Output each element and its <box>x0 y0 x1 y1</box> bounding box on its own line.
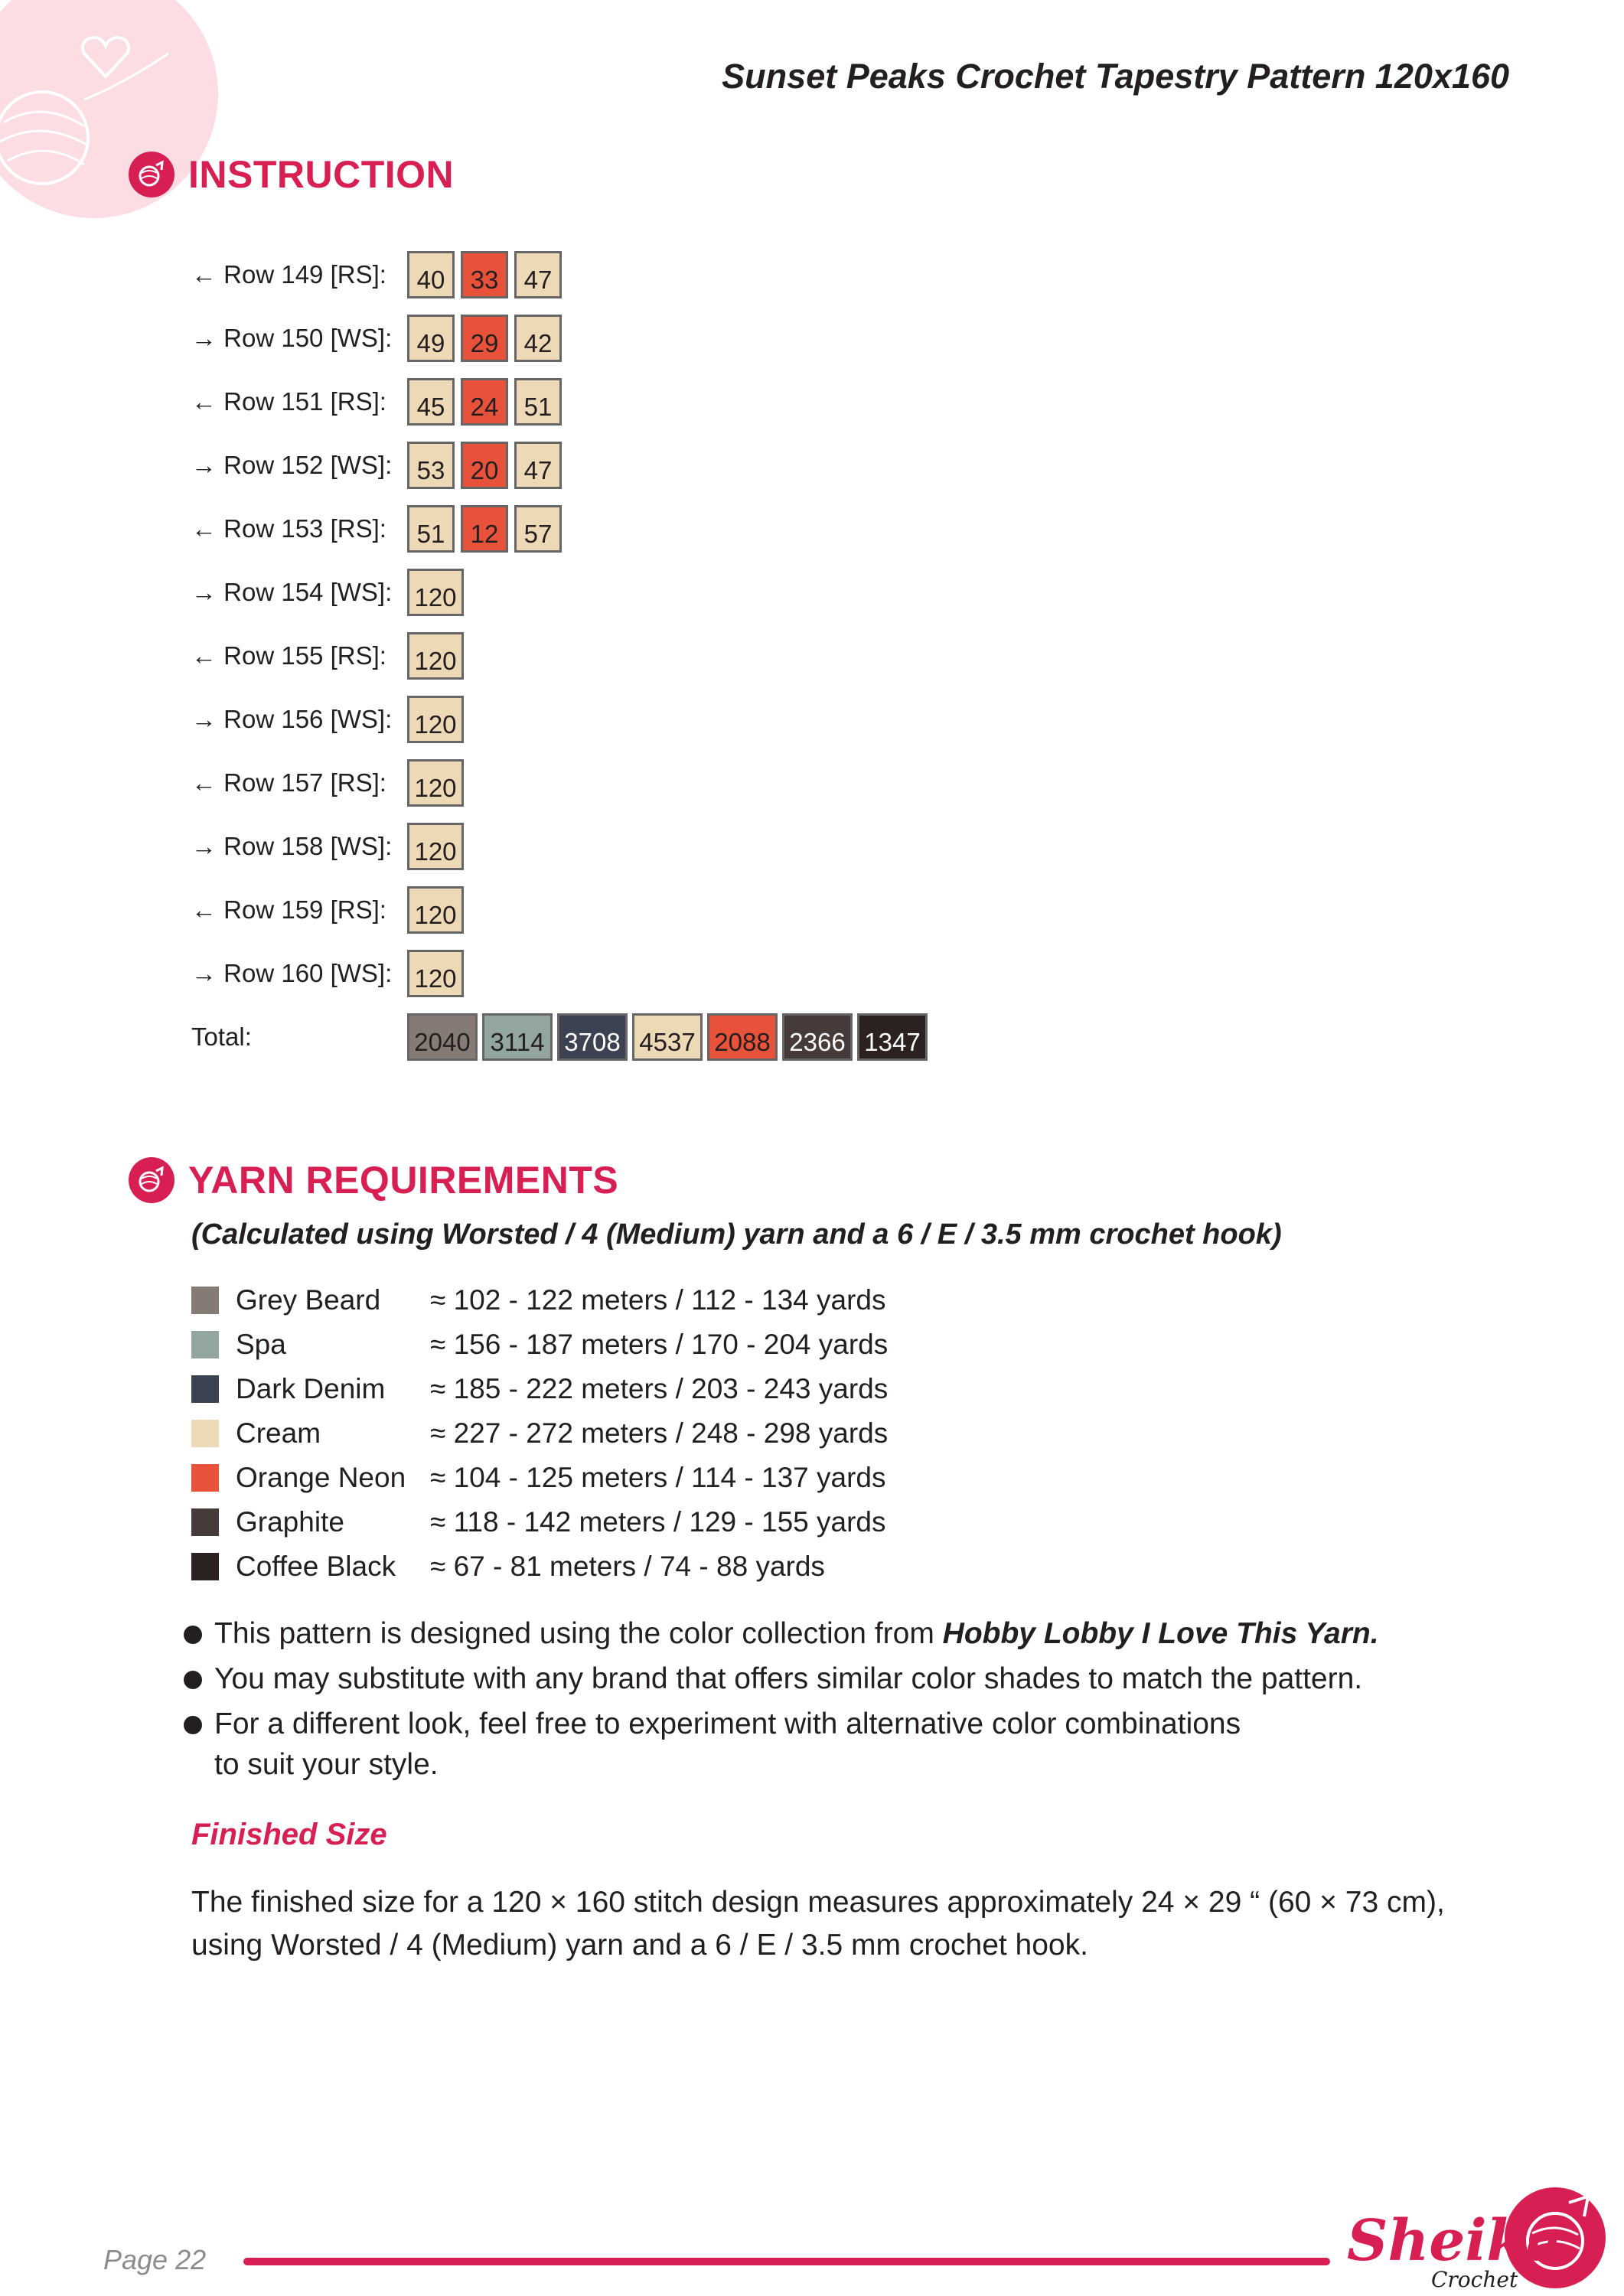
color-swatch <box>191 1287 219 1314</box>
stitch-count-cell: 3114 <box>482 1013 553 1061</box>
note-item <box>184 1613 1561 1654</box>
stitch-count-cell: 120 <box>407 950 464 997</box>
svg-text:Crochet: Crochet <box>1431 2267 1518 2292</box>
stitch-count-cell: 29 <box>461 315 508 362</box>
row-label: → Row 154 [WS]: <box>191 577 393 606</box>
row-label: ← Row 153 [RS]: <box>191 514 386 543</box>
row-label: → Row 152 [WS]: <box>191 450 393 479</box>
page-number: Page 22 <box>103 2244 207 2275</box>
footer-divider <box>243 2258 1330 2265</box>
bullet-icon <box>184 1716 202 1734</box>
pattern-row <box>191 814 932 878</box>
yarn-item <box>191 1367 888 1411</box>
yarn-item <box>191 1322 888 1367</box>
note-text: You may substitute with any brand that offers similar color shades to match the pattern. <box>214 1662 1363 1695</box>
yarn-list <box>191 1278 888 1589</box>
yarn-name: Spa <box>236 1329 286 1360</box>
stitch-count-cell: 2040 <box>407 1013 478 1061</box>
stitch-count-cell: 120 <box>407 632 464 680</box>
stitch-count-cell: 120 <box>407 886 464 934</box>
pattern-row <box>191 878 932 941</box>
finished-size-text: The finished size for a 120 × 160 stitch design measures approximately 24 × 29 “ (60 × 73 cm), using Worsted / 4 (Medium) yarn and a 6 / E / 3.5 mm crochet hook. <box>191 1886 1445 1962</box>
color-swatch <box>191 1508 219 1536</box>
yarn-name: Graphite <box>236 1506 344 1538</box>
document-title: Sunset Peaks Crochet Tapestry Pattern 120x160 <box>722 57 1509 96</box>
stitch-cells <box>407 632 470 680</box>
yarn-heading-text: YARN REQUIREMENTS <box>188 1159 619 1202</box>
stitch-count-cell: 57 <box>514 505 562 553</box>
stitch-count-cell: 45 <box>407 378 455 426</box>
svg-text:Sheika: Sheika <box>1347 2208 1563 2274</box>
yarn-name: Grey Beard <box>236 1284 381 1316</box>
yarn-subtitle: (Calculated using Worsted / 4 (Medium) yarn and a 6 / E / 3.5 mm crochet hook) <box>191 1218 1282 1251</box>
stitch-count-cell: 47 <box>514 442 562 489</box>
finished-size-title: Finished Size <box>191 1818 387 1851</box>
stitch-count-cell: 53 <box>407 442 455 489</box>
note-text: to suit your style. <box>214 1748 439 1781</box>
yarn-heading <box>129 1157 618 1203</box>
row-label: ← Row 151 [RS]: <box>191 386 386 416</box>
total-label: Total: <box>191 1022 252 1051</box>
stitch-cells <box>407 442 568 489</box>
sheika-crochet-logo <box>1339 2180 1607 2294</box>
pattern-row <box>191 560 932 624</box>
bullet-icon <box>184 1671 202 1689</box>
stitch-count-cell: 120 <box>407 696 464 743</box>
yarn-ball-icon <box>129 1157 174 1203</box>
row-label: ← Row 159 [RS]: <box>191 895 386 924</box>
stitch-cells <box>407 823 470 870</box>
row-label: ← Row 149 [RS]: <box>191 259 386 289</box>
stitch-count-cell: 12 <box>461 505 508 553</box>
pattern-row <box>191 624 932 687</box>
stitch-count-cell: 1347 <box>857 1013 928 1061</box>
yarn-amount: ≈ 102 - 122 meters / 112 - 134 yards <box>430 1284 886 1316</box>
stitch-count-cell: 3708 <box>557 1013 628 1061</box>
pattern-row <box>191 370 932 433</box>
row-label: → Row 150 [WS]: <box>191 323 393 352</box>
stitch-count-cell: 120 <box>407 759 464 807</box>
yarn-item <box>191 1278 888 1322</box>
stitch-cells <box>407 505 568 553</box>
yarn-name: Cream <box>236 1417 321 1449</box>
color-swatch <box>191 1464 219 1492</box>
notes-list <box>184 1613 1561 1789</box>
yarn-amount: ≈ 156 - 187 meters / 170 - 204 yards <box>430 1329 889 1360</box>
color-swatch <box>191 1331 219 1358</box>
yarn-name: Coffee Black <box>236 1551 396 1582</box>
total-row <box>191 1005 932 1068</box>
color-swatch <box>191 1420 219 1447</box>
stitch-count-cell: 51 <box>407 505 455 553</box>
yarn-item <box>191 1411 888 1456</box>
row-label: ← Row 155 [RS]: <box>191 641 386 670</box>
color-swatch <box>191 1553 219 1580</box>
row-label: → Row 160 [WS]: <box>191 958 393 987</box>
stitch-count-cell: 33 <box>461 251 508 298</box>
instruction-heading <box>129 152 454 197</box>
row-instruction-list <box>191 243 932 1068</box>
yarn-item <box>191 1456 888 1500</box>
yarn-ball-icon <box>129 152 174 197</box>
stitch-count-cell: 2088 <box>707 1013 778 1061</box>
bullet-icon <box>184 1626 202 1644</box>
pattern-row <box>191 497 932 560</box>
brand-name: Hobby Lobby I Love This Yarn. <box>942 1617 1379 1650</box>
row-label: ← Row 157 [RS]: <box>191 768 386 797</box>
note-item <box>184 1658 1561 1699</box>
stitch-count-cell: 2366 <box>782 1013 853 1061</box>
note-text: For a different look, feel free to experiment with alternative color combinations <box>214 1707 1241 1740</box>
yarn-amount: ≈ 118 - 142 meters / 129 - 155 yards <box>430 1506 886 1538</box>
stitch-cells <box>407 950 470 997</box>
stitch-cells <box>407 696 470 743</box>
yarn-amount: ≈ 185 - 222 meters / 203 - 243 yards <box>430 1373 889 1404</box>
pattern-row <box>191 687 932 751</box>
yarn-item <box>191 1544 888 1589</box>
pattern-row <box>191 941 932 1005</box>
stitch-cells <box>407 1013 932 1061</box>
stitch-count-cell: 24 <box>461 378 508 426</box>
stitch-count-cell: 42 <box>514 315 562 362</box>
stitch-cells <box>407 315 568 362</box>
row-label: → Row 158 [WS]: <box>191 831 393 860</box>
stitch-count-cell: 120 <box>407 823 464 870</box>
yarn-amount: ≈ 227 - 272 meters / 248 - 298 yards <box>430 1417 889 1449</box>
stitch-count-cell: 4537 <box>632 1013 703 1061</box>
yarn-amount: ≈ 67 - 81 meters / 74 - 88 yards <box>430 1551 825 1582</box>
pattern-row <box>191 751 932 814</box>
note-item <box>184 1704 1561 1785</box>
yarn-name: Dark Denim <box>236 1373 386 1404</box>
stitch-cells <box>407 251 568 298</box>
note-text: This pattern is designed using the color collection from <box>214 1617 943 1650</box>
yarn-amount: ≈ 104 - 125 meters / 114 - 137 yards <box>430 1462 886 1493</box>
stitch-count-cell: 20 <box>461 442 508 489</box>
stitch-count-cell: 47 <box>514 251 562 298</box>
stitch-count-cell: 40 <box>407 251 455 298</box>
yarn-name: Orange Neon <box>236 1462 406 1493</box>
stitch-cells <box>407 886 470 934</box>
stitch-count-cell: 49 <box>407 315 455 362</box>
stitch-cells <box>407 569 470 616</box>
pattern-row <box>191 306 932 370</box>
stitch-cells <box>407 378 568 426</box>
stitch-count-cell: 120 <box>407 569 464 616</box>
instruction-heading-text: INSTRUCTION <box>188 153 455 196</box>
stitch-cells <box>407 759 470 807</box>
pattern-row <box>191 433 932 497</box>
yarn-item <box>191 1500 888 1544</box>
row-label: → Row 156 [WS]: <box>191 704 393 733</box>
pattern-row <box>191 243 932 306</box>
stitch-count-cell: 51 <box>514 378 562 426</box>
color-swatch <box>191 1375 219 1403</box>
